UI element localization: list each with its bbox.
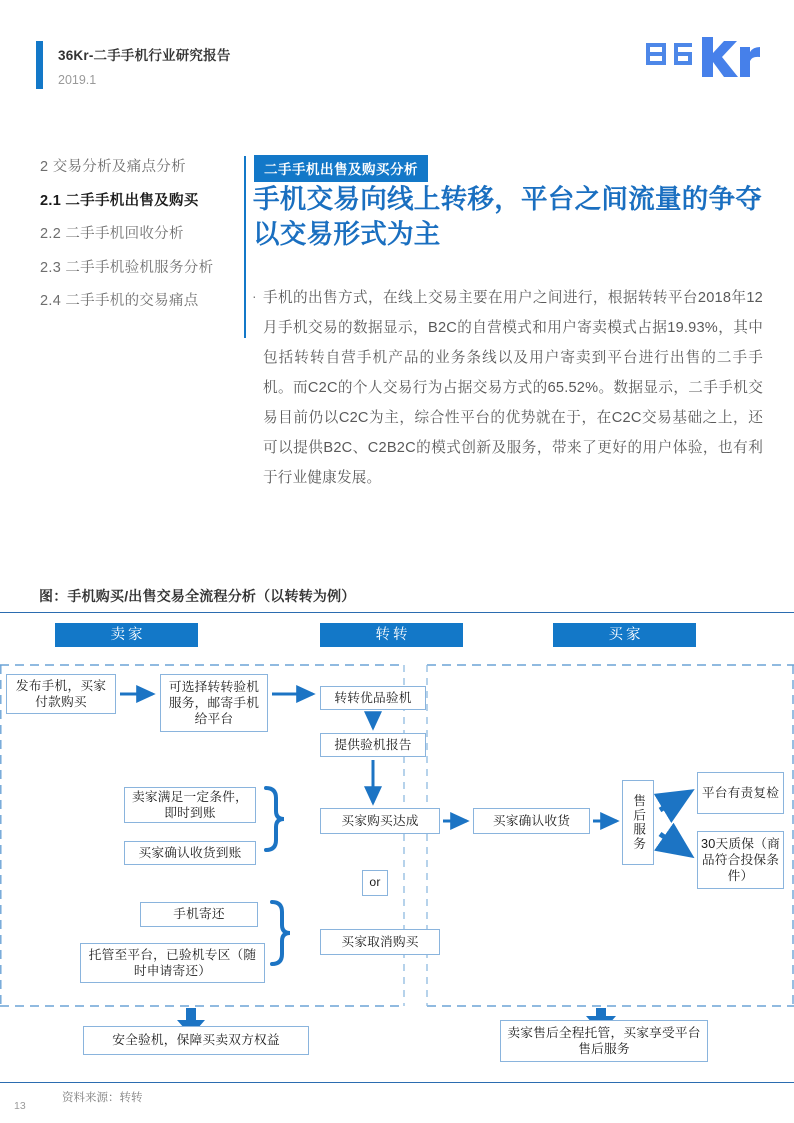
sidebar-item-2-4[interactable]: 2.4 二手手机的交易痛点 bbox=[40, 293, 199, 309]
flow-node-buyer-confirm-pay: 买家确认收货到账 bbox=[124, 841, 256, 865]
body-paragraph: 手机的出售方式，在线上交易主要在用户之间进行，根据转转平台2018年12月手机交易的数据显示，B2C的自营模式和用户寄卖模式占据19.93%，其中包括转转自营手机产品的业务条线以及用户寄卖到平台进行出售的二手手机。而C2C的个人交易行为占据交易方式的65.52%。数据显示，二手手机交易目前仍以C2C为主，综合性平台的优势就在于，在C2C交易基础之上，还可以提供B2C、C2B2C的模式创新及服务，带来了更好的用户体验，也有利于行业健康发展。 bbox=[263, 290, 763, 487]
flow-node-after-sales: 售后服务 bbox=[622, 780, 654, 865]
flow-diagram bbox=[0, 612, 794, 1082]
flow-node-custody-platform: 托管至平台，已验机专区（随时申请寄还） bbox=[80, 943, 265, 983]
section-nav bbox=[40, 160, 245, 328]
figure-bottom-rule bbox=[0, 1082, 794, 1083]
lane-header-seller: 卖家 bbox=[55, 623, 198, 647]
page-title: 手机交易向线上转移，平台之间流量的争夺以交易形式为主 bbox=[253, 184, 763, 249]
figure-caption: 图：手机购买/出售交易全流程分析（以转转为例） bbox=[39, 588, 356, 604]
report-date: 2019.1 bbox=[58, 73, 97, 87]
36kr-logo bbox=[640, 33, 760, 83]
lane-header-buyer: 买家 bbox=[553, 623, 696, 647]
flow-node-optional-inspect: 可选择转转验机服务，邮寄手机给平台 bbox=[160, 674, 268, 732]
flow-node-seller-instant-pay: 卖家满足一定条件，即时到账 bbox=[124, 787, 256, 823]
flow-node-buyer-confirm-receive: 买家确认收货 bbox=[473, 808, 590, 834]
body-copy bbox=[252, 283, 763, 493]
flow-node-publish-phone: 发布手机，买家付款购买 bbox=[6, 674, 116, 714]
lane-header-platform: 转转 bbox=[320, 623, 463, 647]
sidebar-item-2-3[interactable]: 2.3 二手手机验机服务分析 bbox=[40, 259, 214, 276]
sidebar-item-2-1[interactable]: 2.1 二手手机出售及购买 bbox=[40, 192, 199, 209]
source-note: 资料来源：转转 bbox=[62, 1092, 143, 1104]
flow-node-youpin-inspect: 转转优品验机 bbox=[320, 686, 426, 710]
header-accent-bar bbox=[36, 41, 43, 89]
flow-node-platform-recheck: 平台有责复检 bbox=[697, 772, 784, 814]
flow-node-or-branch: or bbox=[362, 870, 388, 896]
page-header bbox=[0, 0, 794, 125]
flow-node-inspect-report: 提供验机报告 bbox=[320, 733, 426, 757]
sidebar-item-2-2[interactable]: 2.2 二手手机回收分析 bbox=[40, 226, 184, 242]
sidebar-divider bbox=[244, 156, 246, 338]
report-title: 36Kr-二手手机行业研究报告 bbox=[58, 48, 231, 63]
flow-node-30day-warranty: 30天质保（商品符合投保条件） bbox=[697, 831, 784, 889]
flow-outcome-after-sales: 卖家售后全程托管，买家享受平台售后服务 bbox=[500, 1020, 708, 1062]
flow-connectors bbox=[0, 612, 794, 1082]
sidebar-item-2[interactable]: 2 交易分析及痛点分析 bbox=[40, 159, 186, 175]
flow-node-purchase-done: 买家购买达成 bbox=[320, 808, 440, 834]
bullet-icon: · bbox=[252, 288, 257, 304]
flow-node-phone-return: 手机寄还 bbox=[140, 902, 258, 927]
flow-node-buyer-cancel: 买家取消购买 bbox=[320, 929, 440, 955]
flow-outcome-safe-inspection: 安全验机，保障买卖双方权益 bbox=[83, 1026, 309, 1055]
page-number: 13 bbox=[14, 1100, 26, 1112]
section-kicker-badge: 二手手机出售及购买分析 bbox=[254, 155, 428, 182]
